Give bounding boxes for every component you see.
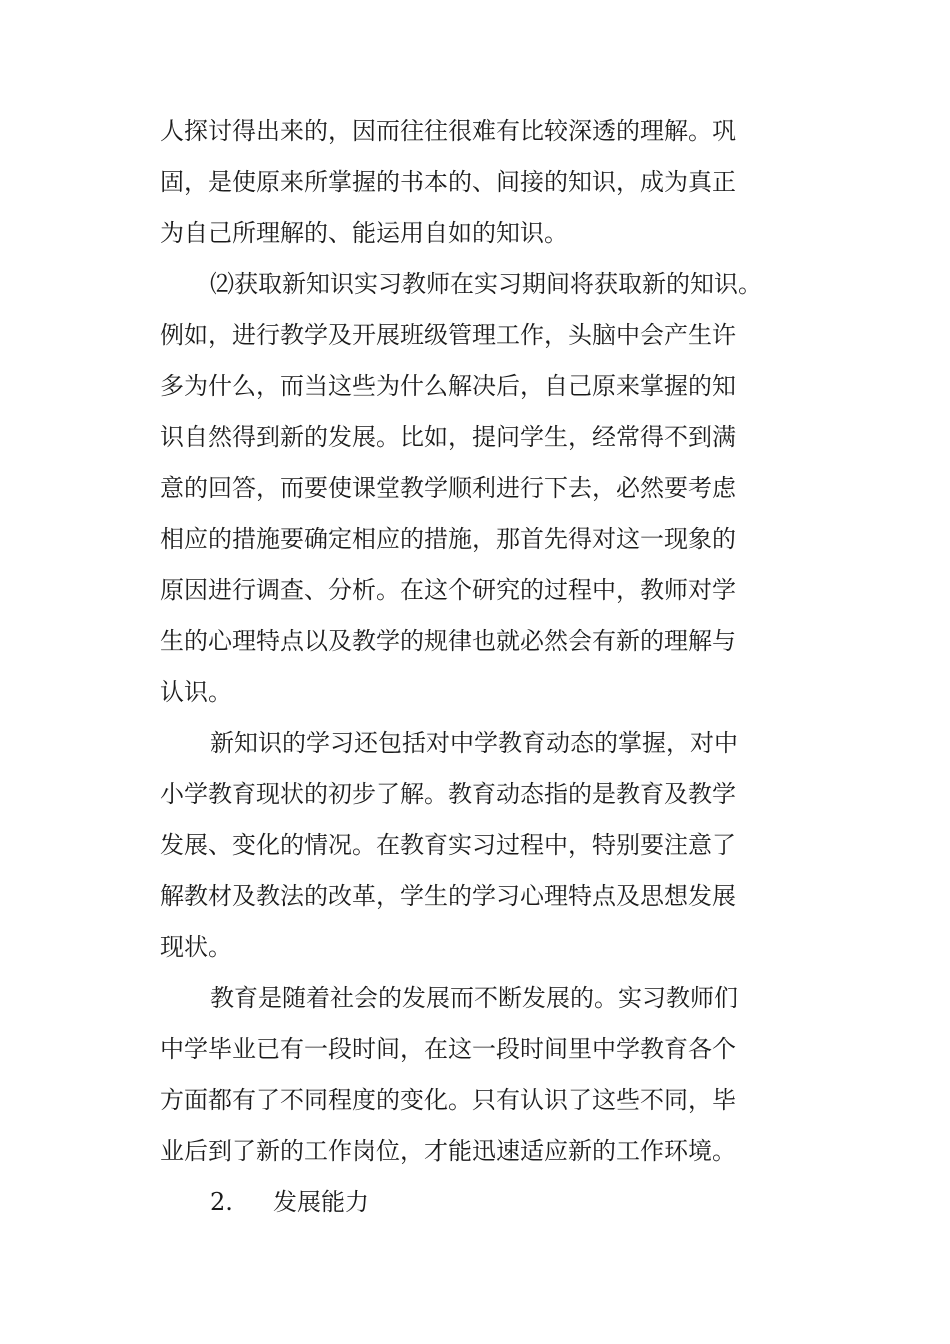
text-line: ⑵获取新知识实习教师在实习期间将获取新的知识。 [210, 270, 762, 298]
text-line: 中学毕业已有一段时间，在这一段时间里中学教育各个 [160, 1035, 736, 1063]
text-line: 发展、变化的情况。在教育实习过程中，特别要注意了 [160, 831, 736, 859]
text-line: 人探讨得出来的，因而往往很难有比较深透的理解。巩 [160, 117, 736, 145]
text-line: 解教材及教法的改革，学生的学习心理特点及思想发展 [160, 882, 736, 910]
text-line: 小学教育现状的初步了解。教育动态指的是教育及教学 [160, 780, 736, 808]
text-line: 固，是使原来所掌握的书本的、间接的知识，成为真正 [160, 168, 736, 196]
text-line: 教育是随着社会的发展而不断发展的。实习教师们 [210, 984, 738, 1012]
section-heading: 发展能力 [273, 1188, 369, 1216]
text-line: 认识。 [160, 678, 232, 706]
section-number: 2. [210, 1188, 233, 1216]
text-line: 相应的措施要确定相应的措施，那首先得对这一现象的 [160, 525, 736, 553]
text-line: 原因进行调查、分析。在这个研究的过程中，教师对学 [160, 576, 736, 604]
text-line: 生的心理特点以及教学的规律也就必然会有新的理解与 [160, 627, 736, 655]
text-line: 意的回答，而要使课堂教学顺利进行下去，必然要考虑 [160, 474, 736, 502]
text-line: 现状。 [160, 933, 232, 961]
text-line: 识自然得到新的发展。比如，提问学生，经常得不到满 [160, 423, 736, 451]
text-line: 多为什么，而当这些为什么解决后，自己原来掌握的知 [160, 372, 736, 400]
text-line: 方面都有了不同程度的变化。只有认识了这些不同，毕 [160, 1086, 736, 1114]
text-line: 例如，进行教学及开展班级管理工作，头脑中会产生许 [160, 321, 736, 349]
text-line: 新知识的学习还包括对中学教育动态的掌握，对中 [210, 729, 738, 757]
text-line: 业后到了新的工作岗位，才能迅速适应新的工作环境。 [160, 1137, 736, 1165]
text-line: 为自己所理解的、能运用自如的知识。 [160, 219, 568, 247]
